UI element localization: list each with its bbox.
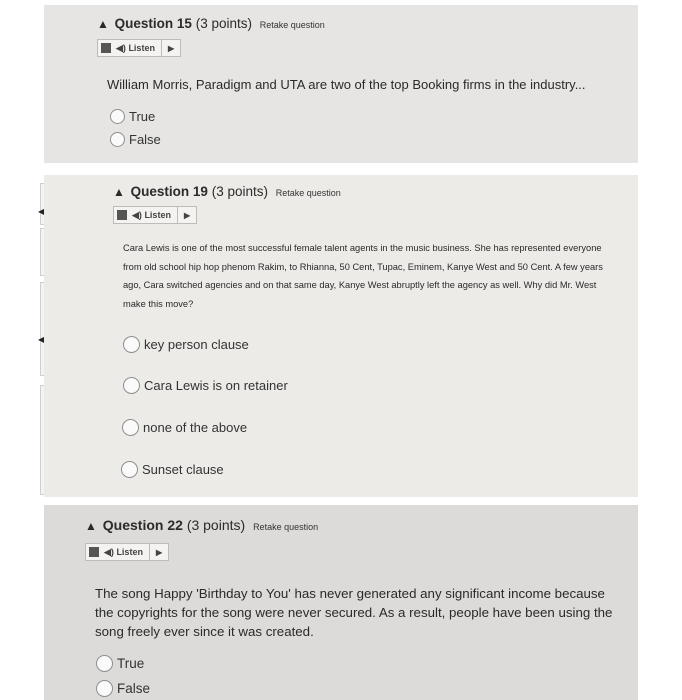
answer-option[interactable] [96,655,144,672]
media-icon [117,210,127,220]
answer-option[interactable] [123,377,288,394]
radio-button[interactable] [110,109,125,124]
option-label: False [129,132,161,147]
answer-option[interactable] [122,419,247,436]
speaker-icon: ◀) [132,210,142,220]
question-header [97,16,325,31]
listen-label: Listen [144,210,171,220]
listen-button[interactable] [85,543,169,561]
question-points: (3 points) [211,184,268,199]
question-points: (3 points) [186,517,246,533]
answer-option[interactable] [123,336,249,353]
retake-question-link[interactable]: Retake question [253,522,319,532]
question-number: Question 15 [114,16,192,31]
option-label: Sunset clause [142,462,224,477]
question-number: Question 22 [102,517,183,533]
radio-button[interactable] [96,655,113,672]
answer-option[interactable] [110,109,155,124]
media-icon [101,43,111,53]
answer-option[interactable] [110,132,161,147]
option-label: key person clause [144,337,249,352]
question-header [113,184,341,199]
radio-button[interactable] [110,132,125,147]
question-card-15 [44,5,638,163]
radio-button[interactable] [123,377,140,394]
option-label: True [129,109,156,124]
warning-icon: ▲ [85,519,97,533]
question-card-19 [44,175,638,497]
question-number: Question 19 [130,184,208,199]
option-label: True [117,656,145,671]
media-icon [89,547,99,557]
play-icon[interactable]: ▶ [167,43,175,53]
question-text: The song Happy 'Birthday to You' has never generated any significant income because the copyrights for the song were never secured. As a result, people have been using the song freely ever since it was created. [95,586,613,639]
question-header [85,517,318,533]
sidebar-arrow-icon: ◀ [38,207,45,216]
speaker-icon: ◀) [104,547,114,557]
warning-icon: ▲ [97,17,109,31]
question-points: (3 points) [195,16,252,31]
radio-button[interactable] [123,336,140,353]
question-text: Cara Lewis is one of the most successful female talent agents in the music business. She has represented everyone from old school hip hop phenom Rakim, to Rhianna, 50 Cent, Tupac, Eminem, Kanye West and 50 Cent. A few years ago, Cara switched agencies and on that same day, Kanye West abruptly left the agency as well. Why did Mr. West make this move? [123,243,603,309]
retake-question-link[interactable]: Retake question [275,188,341,198]
play-icon[interactable]: ▶ [155,547,163,557]
question-card-22 [44,505,638,700]
listen-button[interactable] [97,39,181,57]
option-label: Cara Lewis is on retainer [144,378,288,393]
listen-label: Listen [128,43,155,53]
speaker-icon: ◀) [116,43,126,53]
warning-icon: ▲ [113,185,125,199]
retake-question-link[interactable]: Retake question [259,20,325,30]
answer-option[interactable] [121,461,224,478]
option-label: False [117,681,151,696]
radio-button[interactable] [96,680,113,697]
radio-button[interactable] [122,419,139,436]
option-label: none of the above [143,420,248,435]
play-icon[interactable]: ▶ [183,210,191,220]
radio-button[interactable] [121,461,138,478]
listen-button[interactable] [113,206,197,224]
sidebar-arrow-icon: ◀ [38,335,45,344]
answer-option[interactable] [96,680,150,697]
question-text: William Morris, Paradigm and UTA are two of the top Booking firms in the industry... [107,77,586,92]
listen-label: Listen [116,547,143,557]
